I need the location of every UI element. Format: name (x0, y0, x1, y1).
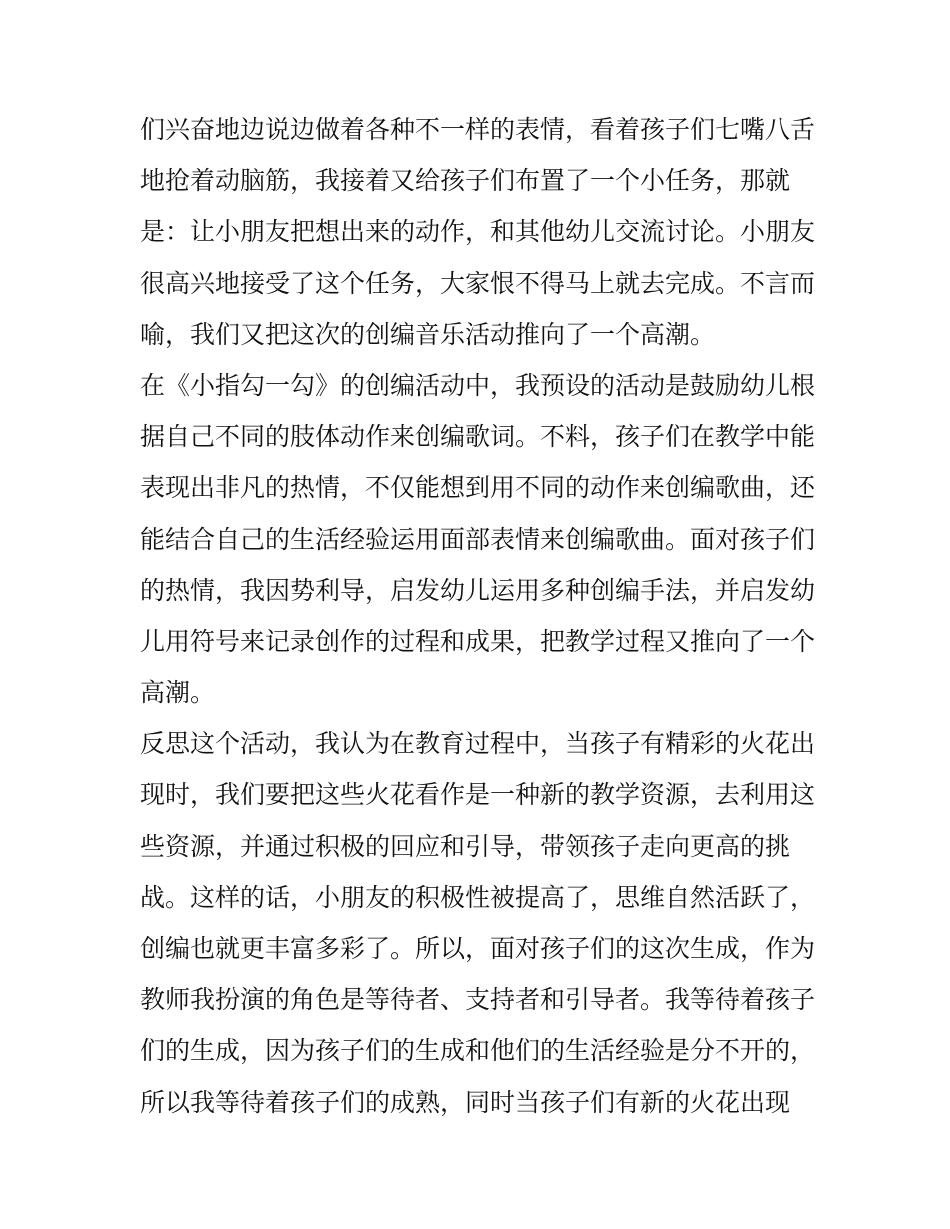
text-line: 是：让小朋友把想出来的动作，和其他幼儿交流讨论。小朋友 (140, 217, 816, 247)
text-line: 在《小指勾一勾》的创编活动中，我预设的活动是鼓励幼儿根 (140, 370, 816, 400)
text-line: 们兴奋地边说边做着各种不一样的表情，看着孩子们七嘴八舌 (140, 115, 816, 144)
text-line: 的热情，我因势利导，启发幼儿运用多种创编手法，并启发幼 (140, 575, 816, 605)
text-line: 能结合自己的生活经验运用面部表情来创编歌曲。面对孩子们 (140, 524, 816, 554)
text-line: 据自己不同的肢体动作来创编歌词。不料，孩子们在教学中能 (140, 422, 816, 452)
text-line: 们的生成，因为孩子们的生成和他们的生活经验是分不开的， (140, 1036, 816, 1066)
text-line: 所以我等待着孩子们的成熟，同时当孩子们有新的火花出现 (140, 1087, 791, 1117)
text-line: 地抢着动脑筋，我接着又给孩子们布置了一个小任务，那就 (140, 166, 791, 196)
text-line: 现时，我们要把这些火花看作是一种新的教学资源，去利用这 (140, 780, 816, 810)
text-line: 很高兴地接受了这个任务，大家恨不得马上就去完成。不言而 (140, 268, 816, 298)
text-line: 儿用符号来记录创作的过程和成果，把教学过程又推向了一个 (140, 626, 816, 656)
text-line: 教师我扮演的角色是等待者、支持者和引导者。我等待着孩子 (140, 985, 816, 1015)
text-line: 创编也就更丰富多彩了。所以，面对孩子们的这次生成，作为 (140, 934, 816, 963)
text-line: 些资源，并通过积极的回应和引导，带领孩子走向更高的挑 (140, 831, 791, 861)
text-line: 反思这个活动，我认为在教育过程中，当孩子有精彩的火花出 (140, 729, 816, 759)
text-line: 高潮。 (140, 678, 216, 708)
text-line: 喻，我们又把这次的创编音乐活动推向了一个高潮。 (140, 319, 716, 349)
text-line: 战。这样的话，小朋友的积极性被提高了，思维自然活跃了， (140, 882, 816, 912)
body-text (140, 104, 820, 1128)
text-line: 表现出非凡的热情，不仅能想到用不同的动作来创编歌曲，还 (140, 473, 816, 503)
